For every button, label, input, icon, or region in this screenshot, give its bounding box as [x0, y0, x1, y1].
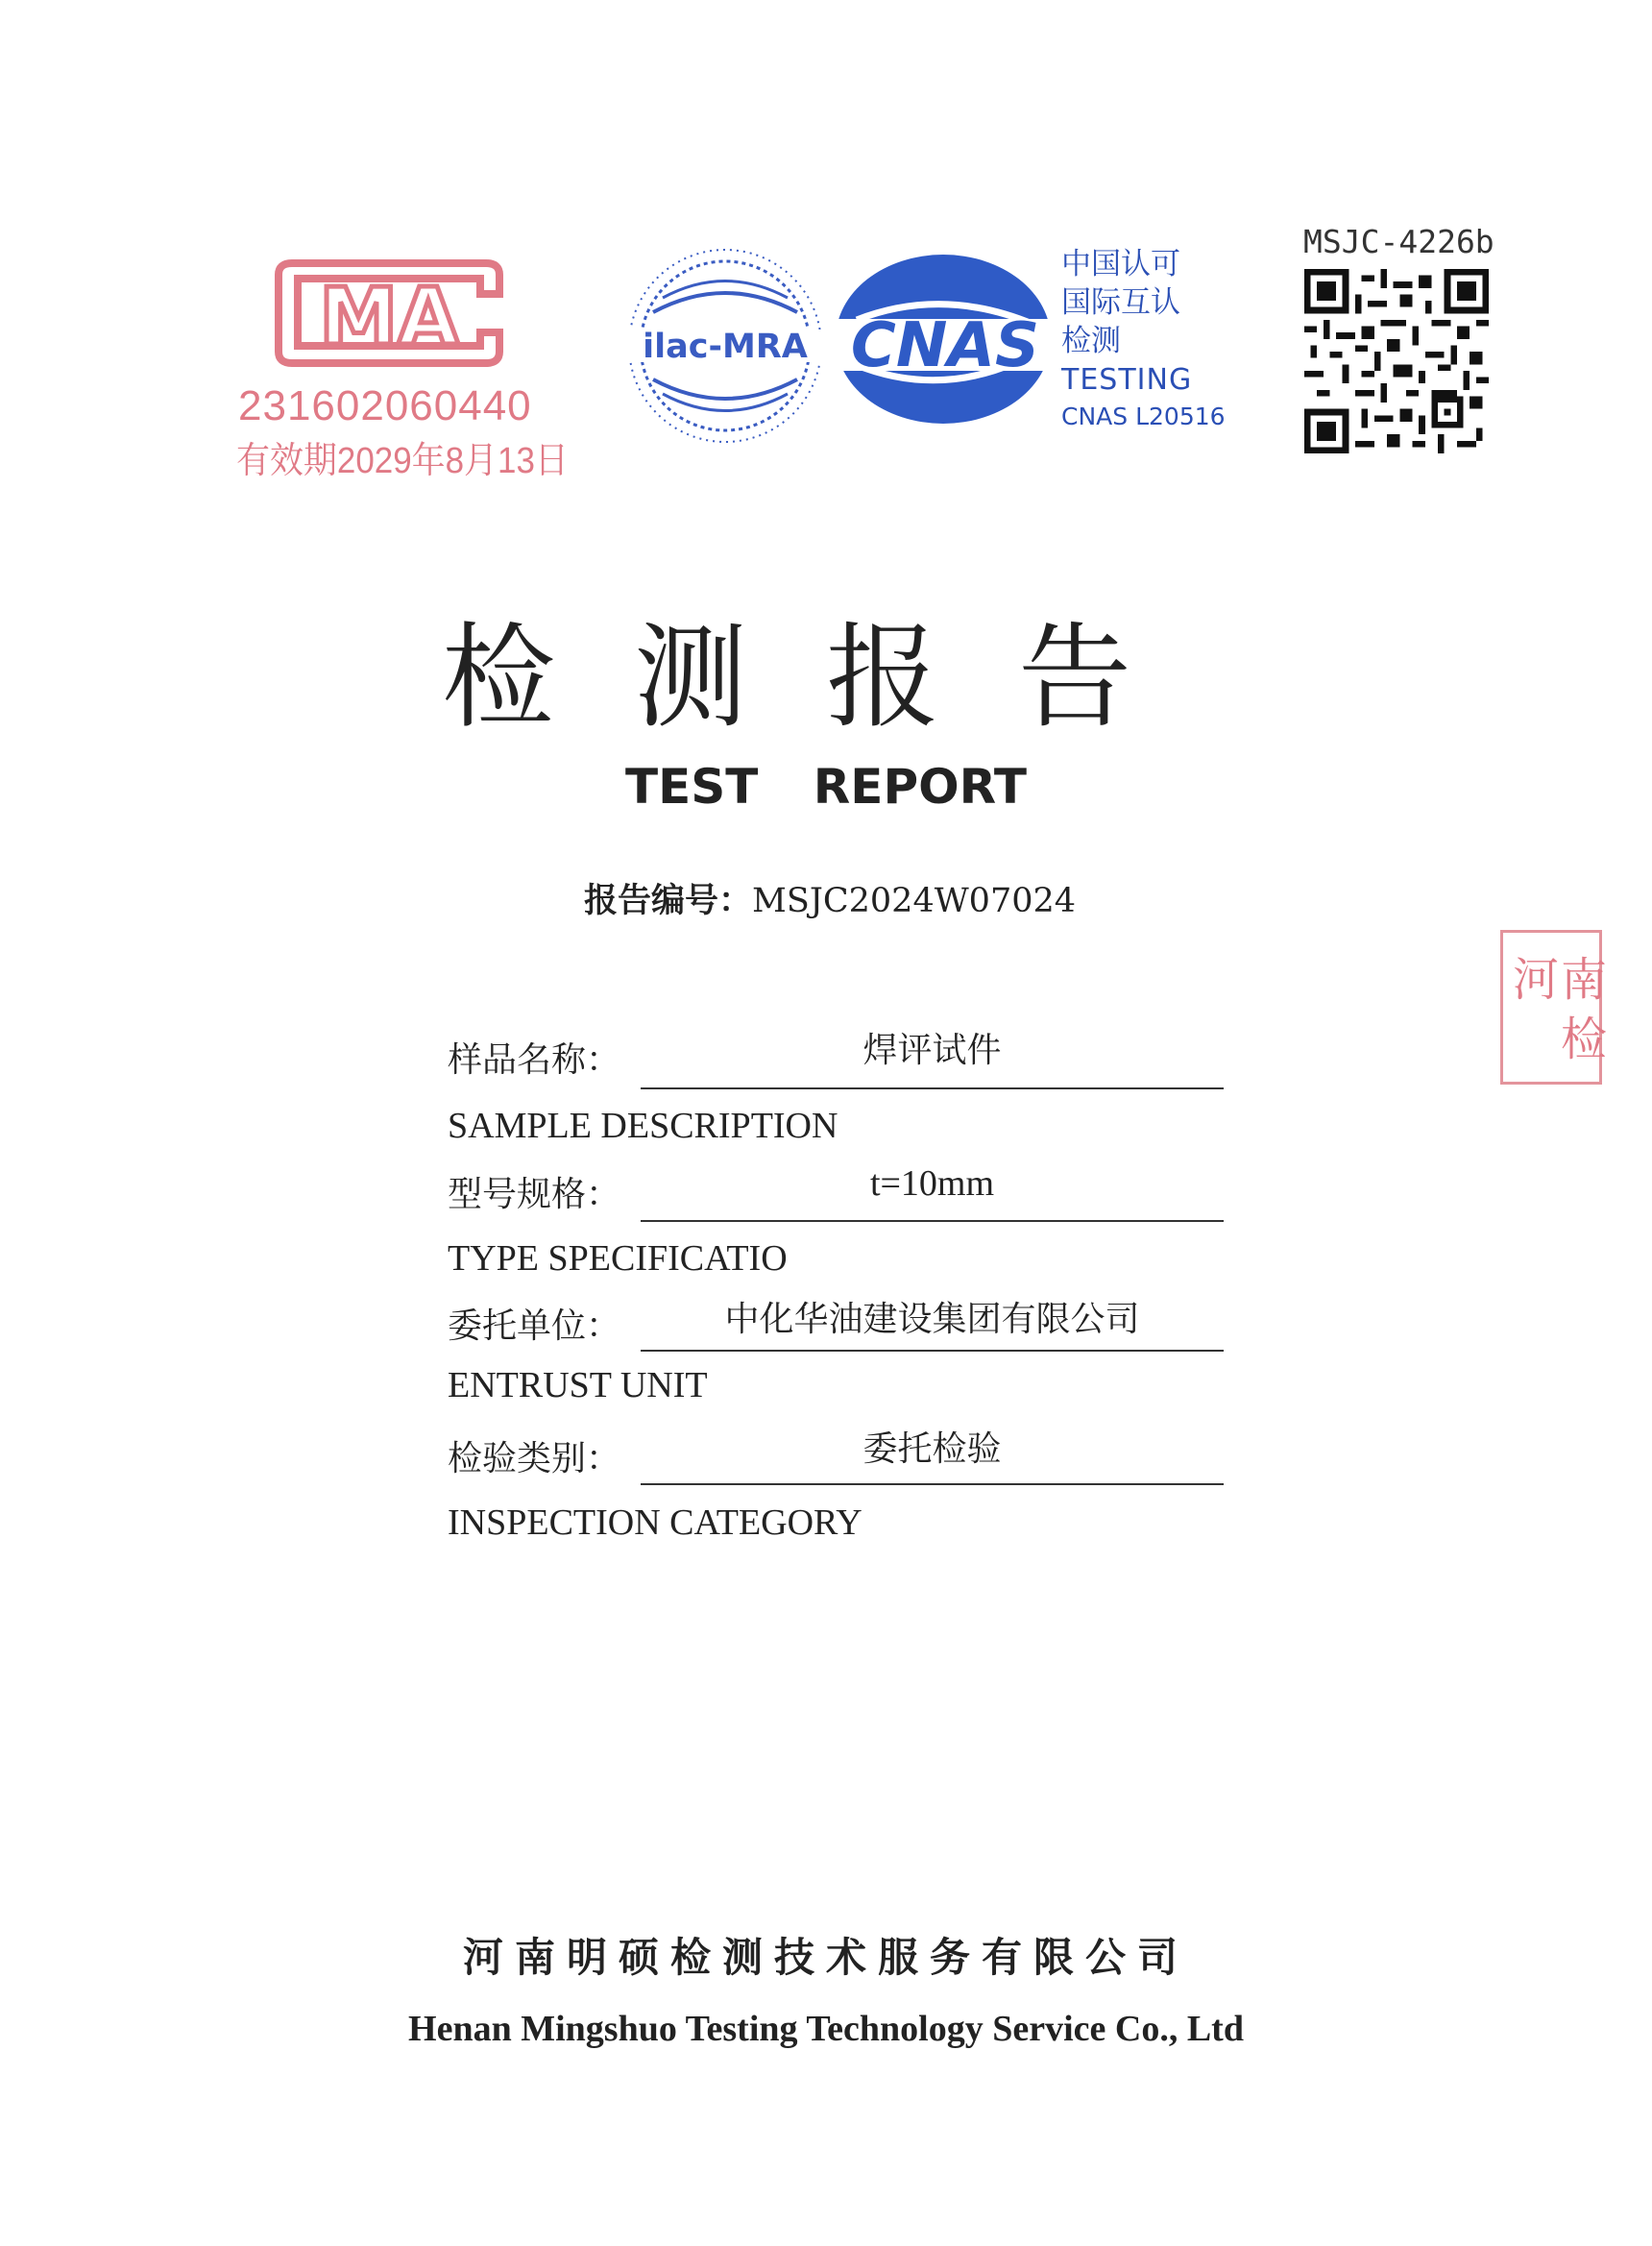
side-stamp-text-2: 检 [1561, 1013, 1608, 1066]
sample-name-underline [641, 1087, 1224, 1089]
cnas-line-china-accredited: 中国认可 [1061, 247, 1180, 281]
sample-name-value: 焊评试件 [862, 1031, 1002, 1070]
cnas-line-mutual-recognition: 国际互认 [1061, 285, 1180, 320]
report-number-value: MSJC2024W07024 [752, 882, 1077, 920]
cma-validity: 有效期2029年8月13日 [236, 441, 569, 481]
cnas-logo [828, 248, 1058, 430]
svg-text:MA: MA [319, 272, 459, 363]
entrust-unit-label-en: ENTRUST UNIT [448, 1365, 708, 1405]
inspection-category-underline [641, 1483, 1224, 1485]
company-name-cn: 河南明硕检测技术服务有限公司 [462, 1934, 1189, 1981]
cma-number: 231602060440 [238, 382, 532, 429]
cma-stamp [231, 248, 569, 488]
cma-logo [269, 257, 509, 368]
type-spec-underline [641, 1220, 1224, 1222]
report-title-en: TEST REPORT [625, 759, 1027, 815]
company-name-en: Henan Mingshuo Testing Technology Service Co., Ltd [408, 2009, 1244, 2049]
entrust-unit-value: 中化华油建设集团有限公司 [724, 1300, 1140, 1339]
type-spec-label: 型号规格： [448, 1175, 621, 1214]
inspection-category-label: 检验类别： [448, 1439, 621, 1478]
report-number [584, 874, 1076, 922]
side-stamp-text: 河南 [1513, 953, 1610, 1007]
side-seal-stamp [1500, 930, 1610, 1085]
type-spec-value: t=10mm [869, 1163, 995, 1204]
ilac-mra-logo [624, 245, 826, 447]
cnas-accreditation-text [1061, 245, 1226, 433]
sample-description-label-en: SAMPLE DESCRIPTION [448, 1106, 838, 1146]
inspection-category-label-en: INSPECTION CATEGORY [448, 1502, 862, 1543]
svg-text:CNAS: CNAS [850, 310, 1040, 381]
cnas-code: CNAS L20516 [1061, 403, 1226, 430]
cnas-line-testing-en: TESTING [1061, 363, 1193, 397]
qr-code-label: MSJC-4226b [1303, 223, 1494, 260]
entrust-unit-underline [641, 1350, 1224, 1352]
svg-text:ilac-MRA: ilac-MRA [643, 328, 808, 366]
report-number-label: 报告编号： [584, 882, 753, 920]
sample-name-label: 样品名称： [448, 1040, 621, 1080]
cnas-line-testing-cn: 检测 [1061, 324, 1121, 358]
type-specification-label-en: TYPE SPECIFICATIO [448, 1238, 788, 1279]
qr-code-icon[interactable] [1304, 269, 1489, 453]
inspection-category-value: 委托检验 [862, 1429, 1002, 1469]
report-title-cn: 检测报告 [441, 611, 1210, 744]
entrust-unit-label: 委托单位： [448, 1306, 621, 1346]
